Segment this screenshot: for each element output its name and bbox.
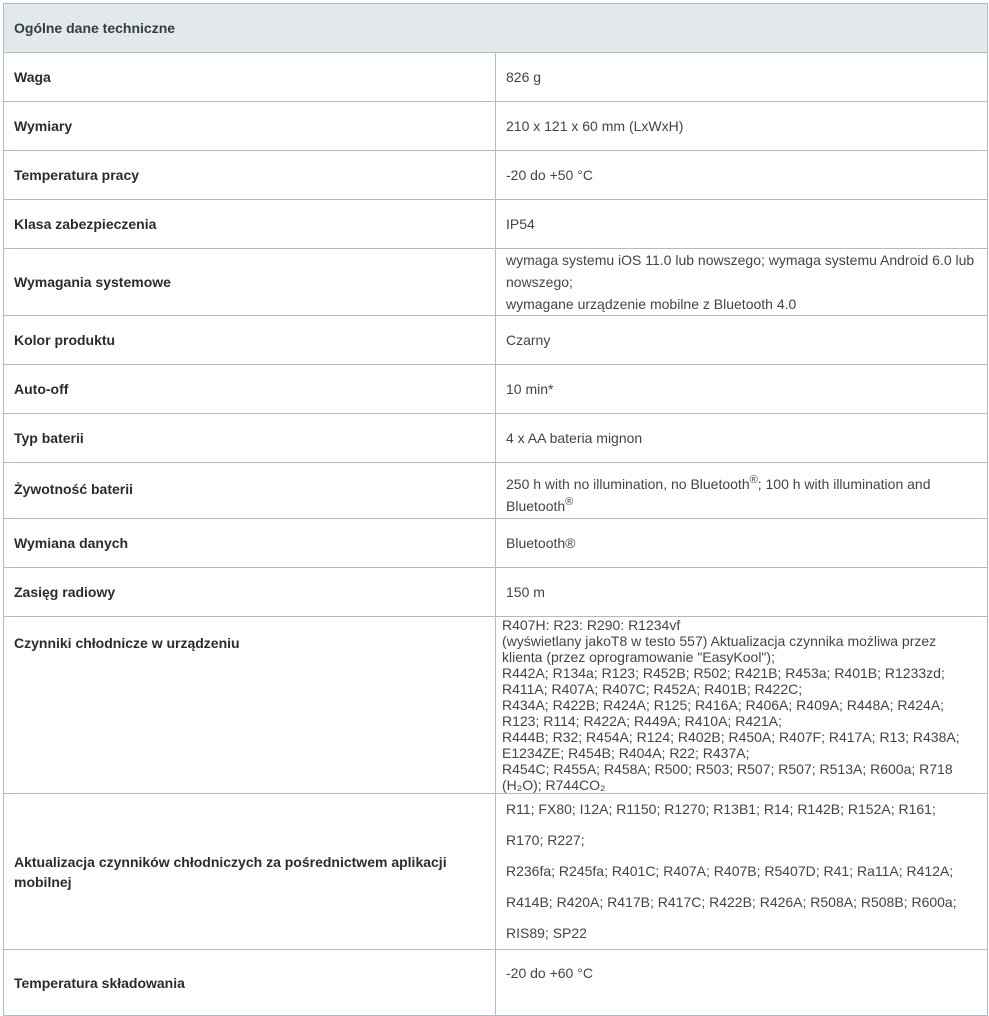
table-header: Ogólne dane techniczne xyxy=(4,4,988,53)
value-line: R407H: R23: R290: R1234vf xyxy=(502,617,681,633)
row-value: Czarny xyxy=(496,316,988,365)
row-value: Bluetooth® xyxy=(496,519,988,568)
value-line: R444B; R32; R454A; R124; R402B; R450A; R407F; R417A; R13; R438A; E1234ZE; R454B; R404A; R22; R437A; xyxy=(502,729,960,761)
row-value xyxy=(496,463,988,519)
value-line: R236fa; R245fa; R401C; R407A; R407B; R5407D; R41; Ra11A; R412A; xyxy=(506,863,954,879)
row-value: 4 x AA bateria mignon xyxy=(496,414,988,463)
row-value: 210 x 121 x 60 mm (LxWxH) xyxy=(496,102,988,151)
table-header-row xyxy=(4,4,988,53)
row-label: Zasięg radiowy xyxy=(4,568,496,617)
row-value: 826 g xyxy=(496,53,988,102)
row-label: Auto-off xyxy=(4,365,496,414)
table-row xyxy=(4,249,988,316)
value-text: ; 100 h with illumination and Bluetooth xyxy=(506,475,931,514)
row-label: Aktualizacja czynników chłodniczych za pośrednictwem aplikacji mobilnej xyxy=(4,794,496,950)
table-row xyxy=(4,53,988,102)
value-text: 250 h with no illumination, no Bluetooth xyxy=(506,475,750,492)
row-label: Kolor produktu xyxy=(4,316,496,365)
table-row xyxy=(4,463,988,519)
table-row xyxy=(4,794,988,950)
table-row xyxy=(4,102,988,151)
row-label: Temperatura pracy xyxy=(4,151,496,200)
table-row xyxy=(4,950,988,1016)
row-value: -20 do +50 °C xyxy=(496,151,988,200)
table-row xyxy=(4,365,988,414)
value-line: wymagane urządzenie mobilne z Bluetooth 4.0 xyxy=(506,296,797,312)
row-label: Klasa zabezpieczenia xyxy=(4,200,496,249)
registered-mark: ® xyxy=(749,473,758,486)
table-row xyxy=(4,617,988,794)
row-value: IP54 xyxy=(496,200,988,249)
registered-mark: ® xyxy=(565,495,574,508)
value-line: R442A; R134a; R123; R452B; R502; R421B; R453a; R401B; R1233zd; R411A; R407A; R407C; R452A; R401B; R422C; xyxy=(502,665,945,697)
row-label: Czynniki chłodnicze w urządzeniu xyxy=(4,617,496,794)
row-value xyxy=(496,794,988,950)
value-line: R434A; R422B; R424A; R125; R416A; R406A; R409A; R448A; R424A; R123; R114; R422A; R449A; R410A; R421A; xyxy=(502,697,945,729)
value-line: wymaga systemu iOS 11.0 lub nowszego; wymaga systemu Android 6.0 lub nowszego; xyxy=(506,252,975,290)
value-line: R454C; R455A; R458A; R500; R503; R507; R507; R513A; R600a; R718 (H₂O); R744CO₂ xyxy=(502,761,953,793)
row-label: Żywotność baterii xyxy=(4,463,496,519)
row-value: 10 min* xyxy=(496,365,988,414)
row-label: Wymiary xyxy=(4,102,496,151)
row-label: Waga xyxy=(4,53,496,102)
table-row xyxy=(4,200,988,249)
row-label: Wymiana danych xyxy=(4,519,496,568)
row-label: Wymagania systemowe xyxy=(4,249,496,316)
value-line: (wyświetlany jakoT8 w testo 557) Aktualizacja czynnika możliwa przez klienta (przez oprogramowanie "EasyKool"); xyxy=(502,633,937,665)
value-line: R414B; R420A; R417B; R417C; R422B; R426A; R508A; R508B; R600a; RIS89; SP22 xyxy=(506,894,957,941)
table-row xyxy=(4,568,988,617)
table-row xyxy=(4,316,988,365)
row-value xyxy=(496,617,988,794)
table-row xyxy=(4,519,988,568)
table-row xyxy=(4,414,988,463)
row-value xyxy=(496,249,988,316)
row-label: Typ baterii xyxy=(4,414,496,463)
row-value: 150 m xyxy=(496,568,988,617)
value-line: R11; FX80; I12A; R1150; R1270; R13B1; R14; R142B; R152A; R161; R170; R227; xyxy=(506,801,936,848)
row-label: Temperatura składowania xyxy=(4,950,496,1016)
technical-data-table xyxy=(3,3,988,1016)
table-row xyxy=(4,151,988,200)
row-value: -20 do +60 °C xyxy=(496,950,988,1016)
